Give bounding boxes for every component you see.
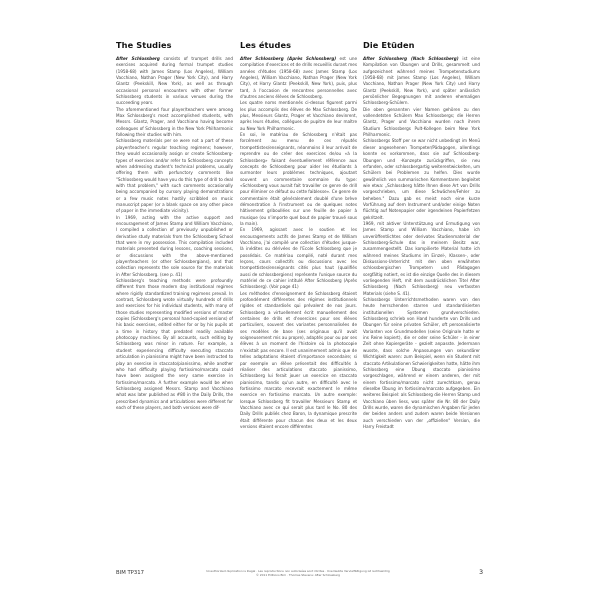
column-french [240, 40, 357, 430]
paragraph: Les méthodes d'enseignement de Schlossberg étaient profondément différentes des régimes institutionnels rigides et standardisés qui prévalent de nos jours. Schlossberg a virtuellement écrit manuellement des centaines de drills et d'exercices pour ses élèves particuliers, souvent des variantes personnalisées de ses modèles de base (ses originaux qu'il avait soigneusement mis au propre), adaptés pour ou par ses élèves à un moment de l'histoire où la photocopie n'existait pas encore. Il est unanimement admis que de telles adaptations étaient d'importance secondaire; si par exemple un élève présentait des difficultés à réaliser des articulations staccato pianissimo, Schlossberg lui ferait jouer un exercice en staccato pianissimo, tandis qu'un autre, en difficulté avec le fortissimo marcato recevrait exactement le même exercice en fortissimo marcato. Un autre exemple: lorsque Schlossberg fit travailler Messieurs Stamp et Vacchiano avec ce qui serait plus tard le No. 80 des Daily Drills publiés chez Baron, la dynamique prescrite était différente pour chacun des deux et les deux versions étaient encore différentes [240, 290, 357, 429]
lead-title: After Schlossberg (Nach Schlossberg) [363, 56, 459, 61]
section-heading: Les études [240, 40, 292, 50]
paragraph: En soi, le matériau de Schlossberg n'était pas forcément au menu de ces réputés trompettistes/enseignants, néanmoins il leur arrivait de reprendre ou de créer des exercices de/ou «à la Schlossberg» faisant éventuellement référence aux concepts de Schlossberg pour aider les étudiants à surmonter leurs problèmes techniques, ajoutant souvent un commentaire sommaire du type: «Schlossberg vous aurait fait travailler ce genre de drill pour éliminer ce défaut ou cette faiblesse». Ce genre de commentaire était généralement doublé d'une brève démonstration à l'instrument ou de quelques notes hâtivement griboullées sur une feuille de papier à musique (ou n'importe quel bout de papier trouvé sous la main). [240, 132, 358, 226]
page-number: 3 [479, 569, 483, 576]
paragraph: 1969, mit aktiver Unterstützung und Ermutigung von James Stamp und William Vacchiano, habe ich unveröffentlichtes oder derivates Studienmaterial der Schlossberg-Schule das in meinem Besitz war, zusammengestellt. Das kompilierte Material hatte ich während meines Studiums im Einzel-, Klassen-, oder Diskussions-Unterricht mit den oben erwähnten schlossbergischen Trompetern und Pädagogen sorgfältig notiert, es ist die einzige Quelle des in diesem vorliegenden Heft, mit dem ausdrücklichen Titel After Schlossberg (Nach Schlossberg) neu verfassten Materials (siehe S. 41). [363, 220, 480, 296]
page-footer [116, 569, 483, 585]
paragraph: After Schlossberg consists of trumpet drills and exercises acquired during formal trumpet studies (1958-68) with James Stamp (Los Angeles), William Vacchiano, Nathan Prager (New York City), and Harry Glantz (Peekskill, New York), as well as through occasional personal encounters with other former Schlossberg students in various venues during the succeeding years. [116, 56, 233, 106]
lead-title: After Schlossberg [116, 56, 160, 61]
paragraph: In 1969, acting with the active support and encouragement of James Stamp and William Vacchiano, I compiled a collection of previously unpublished or derivative study materials from the Schlossberg School that were in my possession. This compilation included materials presented during lessons, coaching sessions, or discussions with the above-mentioned player/teachers (or other Schlossbergians), and that collection represents the sole source for the materials in After Schlossberg. (see p. 41) [116, 214, 233, 277]
paragraph: Die oben genannten vier Namen gehören zu den vollendetsten Schülern Max Schlossbergs; die Herren Glantz, Prager und Vacchiano wurden nach ihrem Studium Schlossbergs Pult-Kollegen beim New York Philharmonic. [363, 106, 480, 138]
column-german [363, 40, 480, 430]
column-english [116, 40, 233, 411]
section-heading: The Studies [116, 40, 172, 50]
paragraph: The aforementioned four player/teachers were among Max Schlossberg's most accomplished students, with Messrs. Glantz, Prager, and Vacchiano having become colleagues of Schlossberg in the New York Philharmonic following their studies with him. [116, 106, 233, 138]
lead-title: After Schlossberg (Après Schlossberg) [240, 56, 337, 61]
paragraph: Schlossberg materials per se were not a part of these player/teacher's regular teaching regimens; however, they would occasionally assign or create Schlossberg-types of exercises and/or refer to Schlossberg concepts when addressing student's technical problems, usually offering them with perfunctory comments like "Schlossberg would have you do this type of drill to deal with that problem," with such comments occasionally being accompanied by cursory playing demonstrations or a few music notes hastily scribbled on music manuscript paper (or a blank space on any other piece of paper in the immediate vicinity). [116, 138, 233, 214]
copyright-notice: Unauthorized duplication is illegal · Les reproductions non autorisées sont illicites · Unerlaubte Vervielfältigung ist rechtswidrig © 2011 Editions Bim · Thomas Stevens: After Schlossberg [206, 569, 390, 577]
paragraph: En 1969, agissant avec le soutien et les encouragements actifs de James Stamp et de William Vacchiano, j'ai compilé une collection d'études jusque-là inédites ou dérivées de l'Ecole Schlossberg que je possédais. Ce matériau compilé, noté durant mes leçons, cours collectifs ou discussions avec les trompettistes/enseignants cités plus haut (qualifiés aussi de schlossbergiens) représente l'unique source du matériel de ce cahier intitulé After Schlossberg (Après Schlossberg). (Voir page 41) [240, 227, 357, 290]
section-heading: Die Etüden [363, 40, 415, 50]
paragraph: Les quatre noms mentionnés ci-dessus figurent parmi les plus accomplis des élèves de Max Schlossberg. De plus, Messieurs Glantz, Prager et Vacchiano devinrent, après leurs études, collègues de pupitre de leur maître au New York Philharmonic. [240, 100, 357, 131]
catalog-number: BIM TP317 [116, 570, 144, 576]
paragraph: After Schlossberg (Nach Schlossberg) ist eine Kompilation von Übungen und Drills, gesammelt und aufgezeichnet während meines Trompetenstudiums (1958-68) mit James Stamp (Los Angeles), William Vacchiano, Nathan Prager (New York City) und Harry Glantz (Peekskill, New York), und später anlässlich persönlicher Begegnungen mit anderen ehemaligen Schlossberg-Schülern. [363, 56, 480, 106]
paragraph: Schlossbergs Stoff per se war nicht unbedingt im Menü dieser angesehenen Trompeter/Pädagogen, allerdings konnte es vorkommen, dass sie auf Schlossberg-Übungen und -Konzepte zurückgriffen, sie neu erfanden, oder schlossbergartig weiterentwickelten, um Schülern bei Problemen zu helfen. Dies wurde gewöhnlich von summarischen Kommentaren begleitet wie etwa: „Schlossberg hätte Ihnen diese Art von Drills vorgeschrieben, um diese Schwächen/Fehler zu beheben." Dazu gab es meist noch eine kurze Vorführung auf dem Instrument und/oder einige Noten flüchtig auf Notenpapier oder irgendeinen Papierfetzen gekritzelt. [363, 138, 480, 220]
paragraph: Schlossbergs Unterrichtsmethoden waren von den heute herrschenden starren und standardisierten institutionellen Systemen grundverschieden. Schlossberg schrieb von Hand hunderte von Drills und Übungen für seine privaten Schüler, oft personalisierte Varianten von Grundmodellen (seine Originale hatte er ins Reine kopiert), die er oder seine Schüler - in einer Zeit ohne Kopiergeräte - gezielt anpasste. Jedermann wusste, dass solche Anpassungen von sekundärer Wichtigkeit waren: zum Beispiel, wenn ein Student mit staccato Artikulationen Schwierigkeiten hatte, hätte ihm Schlossberg eine Übung staccato pianissimo vorgeschlagen, während er einem anderen, der mit einem fortissimo/marcato nicht zurechtkam, genau dieselbe Übung im fortissimo/marcato aufgegeben. Ein weiteres Beispiel: als Schlossberg die Herren Stamp und Vacchiano üben liess, was später die Nr. 80 der Daily Drills wurde, waren die dynamischen Angaben für jeden der beiden anders und zudem waren beide Versionen auch verschieden von der „offiziellen" Version, die Harry Freistadt [363, 297, 481, 429]
paragraph: After Schlossberg (Après Schlossberg) est une compilation d'exercices et de drills recueillis durant mes années d'études (1958-68) avec James Stamp (Los Angeles), William Vacchiano, Nathan Prager (New York City), et Harry Glantz (Peekskill, New York), puis, plus tard, à l'occasion de rencontres personnelles avec d'autres anciens élèves de Schlossberg. [240, 56, 357, 100]
paragraph: Schlossberg's teaching methods were profoundly different from those modern day institutional regimes where rigidly standardized training regimens prevail. In contrast, Schlossberg wrote virtually hundreds of drills and exercises for his individual students, with many of those studies representing modified versions of master copies (Schlossberg's personal hand-copied versions) of his basic exercises, edited either for or by his pupils at a time in history that predated readily available photocopy machines. By all accounts, such editing by Schlossberg was minor in nature. For example, a student experiencing difficulty executing staccato articulation in pianissimo might have been instructed to play an exercise in staccato/pianissimo, while another who had difficulty playing fortissimo/marcato could have been assigned the very same exercise in fortissimo/marcato. A further example would be when Schlossberg assigned Messrs. Stamp and Vacchiano what was later published as #80 in the Daily Drills, the prescribed dynamics and articulations were different for each of these players, and both versions were dif- [116, 278, 233, 410]
